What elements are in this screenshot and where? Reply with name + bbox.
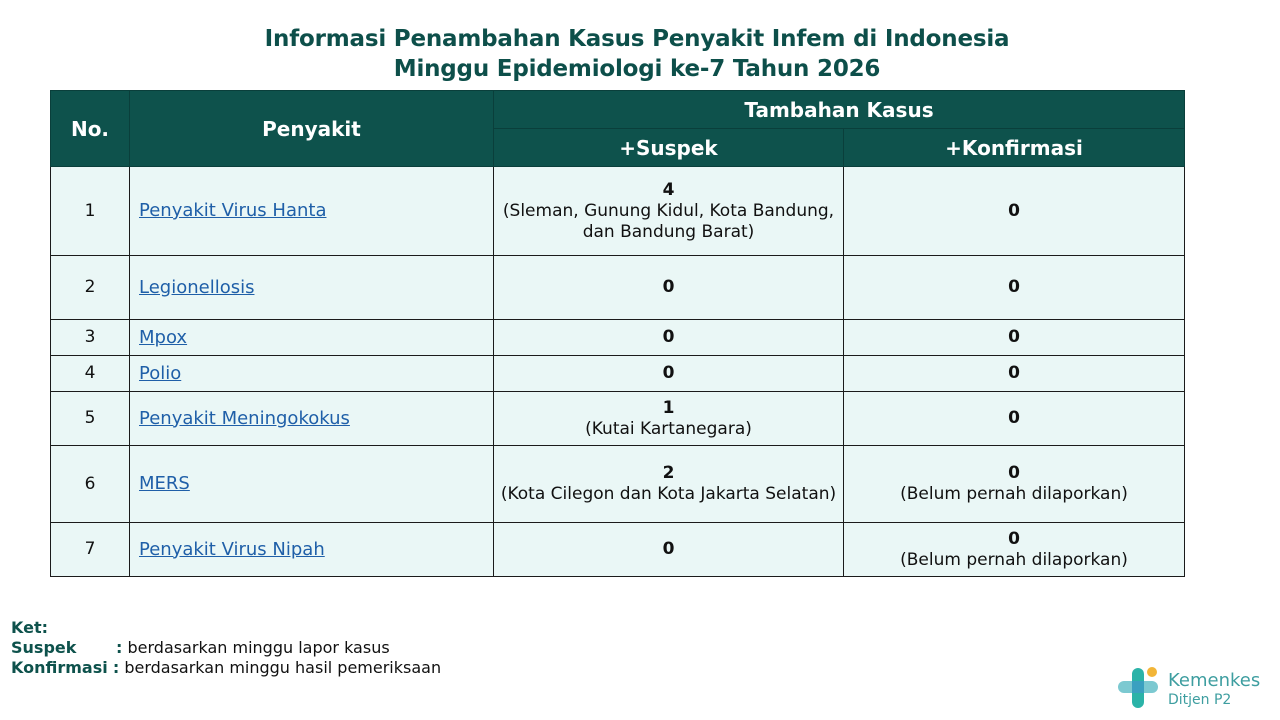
konfirmasi-count: 0 — [1008, 463, 1020, 483]
konfirmasi-cell — [844, 356, 1185, 392]
row-number: 4 — [51, 356, 130, 392]
table-row — [51, 392, 1185, 446]
legend-konfirmasi — [11, 658, 441, 678]
suspek-count: 1 — [662, 397, 675, 418]
konfirmasi-count: 0 — [1008, 408, 1020, 428]
legend-suspek — [11, 638, 441, 658]
cases-table — [50, 90, 1185, 577]
disease-cell — [130, 320, 494, 356]
disease-cell — [130, 167, 494, 256]
disease-link[interactable]: Penyakit Meningokokus — [139, 407, 350, 429]
suspek-cell — [494, 392, 844, 446]
row-number: 3 — [51, 320, 130, 356]
konfirmasi-count: 0 — [1008, 327, 1020, 347]
legend-separator: : — [112, 658, 120, 677]
disease-cell — [130, 523, 494, 577]
disease-link[interactable]: MERS — [139, 473, 190, 494]
konfirmasi-cell — [844, 446, 1185, 523]
suspek-cell — [494, 356, 844, 392]
logo-sub: Ditjen P2 — [1168, 692, 1232, 708]
disease-cell — [130, 392, 494, 446]
konfirmasi-cell — [844, 167, 1185, 256]
suspek-note: (Kota Cilegon dan Kota Jakarta Selatan) — [500, 484, 837, 504]
konfirmasi-note: (Belum pernah dilaporkan) — [900, 549, 1128, 570]
legend-konfirmasi-term: Konfirmasi — [11, 658, 108, 677]
legend-separator: : — [116, 638, 123, 657]
table-row — [51, 523, 1185, 577]
suspek-cell — [494, 167, 844, 256]
disease-link[interactable]: Legionellosis — [139, 276, 255, 298]
legend — [11, 618, 441, 678]
konfirmasi-count: 0 — [1008, 200, 1020, 221]
row-number: 5 — [51, 392, 130, 446]
legend-suspek-desc: berdasarkan minggu lapor kasus — [127, 638, 390, 657]
table-row — [51, 446, 1185, 523]
suspek-note: (Sleman, Gunung Kidul, Kota Bandung, dan Bandung Barat) — [502, 200, 835, 242]
disease-link[interactable]: Penyakit Virus Hanta — [139, 200, 327, 221]
legend-heading: Ket: — [11, 618, 49, 637]
header-no: No. — [51, 91, 130, 167]
disease-link[interactable]: Penyakit Virus Nipah — [139, 538, 325, 560]
suspek-count: 0 — [662, 277, 675, 297]
konfirmasi-note: (Belum pernah dilaporkan) — [900, 484, 1128, 504]
suspek-count: 0 — [662, 327, 675, 347]
row-number: 6 — [51, 446, 130, 523]
table-row — [51, 167, 1185, 256]
suspek-cell — [494, 446, 844, 523]
kemenkes-logo — [1116, 664, 1276, 714]
title-line-1: Informasi Penambahan Kasus Penyakit Infem di Indonesia — [264, 26, 1010, 52]
suspek-count: 0 — [662, 539, 675, 559]
disease-cell — [130, 356, 494, 392]
legend-konfirmasi-desc: berdasarkan minggu hasil pemeriksaan — [124, 658, 442, 677]
header-tambahan-kasus: Tambahan Kasus — [494, 91, 1185, 129]
disease-cell — [130, 446, 494, 523]
header-penyakit: Penyakit — [130, 91, 494, 167]
legend-suspek-term: Suspek — [11, 638, 77, 657]
table-body — [51, 167, 1185, 577]
page-title — [0, 24, 1274, 84]
suspek-note: (Kutai Kartanegara) — [585, 418, 752, 439]
suspek-count: 4 — [662, 179, 675, 200]
row-number: 2 — [51, 256, 130, 320]
disease-link[interactable]: Mpox — [139, 326, 188, 348]
header-konfirmasi: +Konfirmasi — [844, 129, 1185, 167]
konfirmasi-cell — [844, 523, 1185, 577]
disease-cell — [130, 256, 494, 320]
suspek-cell — [494, 256, 844, 320]
table-row — [51, 320, 1185, 356]
disease-link[interactable]: Polio — [139, 362, 182, 384]
logo-name: Kemenkes — [1168, 670, 1261, 691]
konfirmasi-count: 0 — [1008, 528, 1020, 549]
table-row — [51, 256, 1185, 320]
suspek-count: 0 — [662, 363, 675, 383]
kemenkes-logo-icon — [1116, 664, 1164, 712]
suspek-count: 2 — [662, 463, 675, 483]
konfirmasi-cell — [844, 256, 1185, 320]
konfirmasi-count: 0 — [1008, 363, 1020, 383]
konfirmasi-cell — [844, 320, 1185, 356]
konfirmasi-cell — [844, 392, 1185, 446]
suspek-cell — [494, 320, 844, 356]
suspek-cell — [494, 523, 844, 577]
title-line-2: Minggu Epidemiologi ke-7 Tahun 2026 — [393, 56, 881, 82]
konfirmasi-count: 0 — [1008, 277, 1020, 297]
row-number: 7 — [51, 523, 130, 577]
header-suspek: +Suspek — [494, 129, 844, 167]
table-row — [51, 356, 1185, 392]
row-number: 1 — [51, 167, 130, 256]
